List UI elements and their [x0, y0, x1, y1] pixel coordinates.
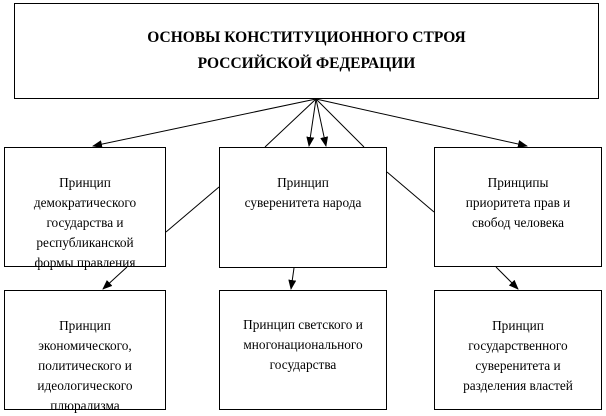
line-middle-to-right-box [387, 172, 434, 212]
principle-human-rights-priority-text: Принципы приоритета прав и свобод человека [465, 175, 571, 230]
arrow-to-bottom-center [291, 268, 294, 289]
principle-pluralism-text: Принцип экономического, политического и идеологического плюрализма [37, 318, 133, 413]
arrow-root-to-center-left [309, 99, 316, 146]
root-title: ОСНОВЫ КОНСТИТУЦИОННОГО СТРОЯ РОССИЙСКОЙ ФЕДЕРАЦИИ [147, 29, 466, 72]
principle-box-popular-sovereignty [219, 147, 387, 268]
principle-box-secular-state [219, 290, 387, 410]
principle-secular-state-text: Принцип светского и многонационального государства [243, 317, 363, 372]
root-box [14, 3, 599, 99]
principle-box-pluralism [4, 290, 166, 413]
arrow-root-to-left [93, 99, 316, 146]
arrow-to-bottom-right [496, 267, 518, 289]
line-middle-to-left-box [166, 187, 219, 232]
principle-box-human-rights-priority [434, 147, 602, 267]
principle-box-state-sovereignty [434, 290, 602, 410]
line-root-to-middle-left-edge [265, 99, 316, 147]
arrow-root-to-right [316, 99, 527, 146]
principle-state-sovereignty-text: Принцип государственного суверенитета и разделения властей [463, 318, 573, 393]
principle-popular-sovereignty-text: Принцип суверенитета народа [244, 175, 362, 210]
principle-box-democratic-state [4, 147, 166, 270]
arrow-root-to-center-right [316, 99, 326, 146]
line-root-to-middle-right-edge [316, 99, 364, 147]
principle-democratic-state-text: Принцип демократического государства и республиканской формы правления [33, 175, 137, 270]
